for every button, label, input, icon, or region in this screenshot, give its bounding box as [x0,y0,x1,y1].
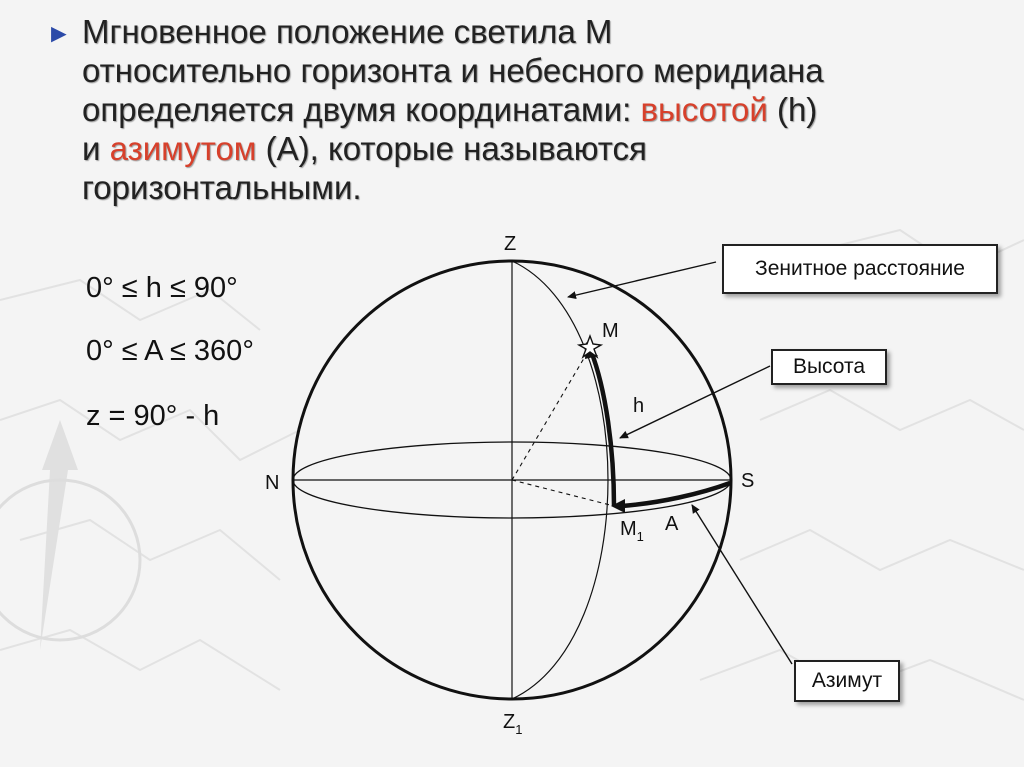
azimuth-letter: A [665,513,679,535]
title-line-4-pre: и [82,130,110,167]
title-line-4-post: (А), которые называются [256,130,647,167]
projection-subscript: 1 [636,529,644,544]
altitude-callout-text: Высота [792,355,866,378]
title-line-3-post: (h) [767,91,818,128]
title-line-3-pre: определяется двумя координатами: [82,91,641,128]
nadir-letter: Z [503,711,516,733]
title-line-2: относительно горизонта и небесного меридиана [82,52,824,89]
zenith-distance-callout [722,244,998,294]
star-label: M [602,320,619,342]
altitude-term: высотой [640,91,768,128]
zenith-label: Z [504,233,517,255]
projection-label [620,518,644,544]
nadir-label [503,711,522,737]
altitude-callout [771,349,887,385]
line-to-projection [512,480,614,506]
title-line-1: Мгновенное положение светила М [82,13,613,50]
north-label: N [265,472,280,494]
zenith-distance-pointer [568,262,716,297]
azimuth-range-formula: 0° ≤ A ≤ 360° [86,335,254,367]
title-line-5: горизонтальными. [82,169,362,206]
projection-letter: M [620,518,637,540]
azimuth-term: азимутом [109,130,257,167]
zenith-distance-formula: z = 90° - h [86,400,220,432]
azimuth-pointer [692,505,792,664]
zenith-distance-callout-text: Зенитное расстояние [755,257,965,280]
line-to-star [512,348,590,480]
azimuth-callout [794,660,900,702]
nadir-subscript: 1 [515,722,523,737]
azimuth-callout-text: Азимут [811,669,883,692]
altitude-letter: h [633,395,645,417]
south-label: S [741,470,755,492]
bullet-arrow-icon: ► [46,18,72,48]
altitude-range-formula: 0° ≤ h ≤ 90° [86,272,238,304]
